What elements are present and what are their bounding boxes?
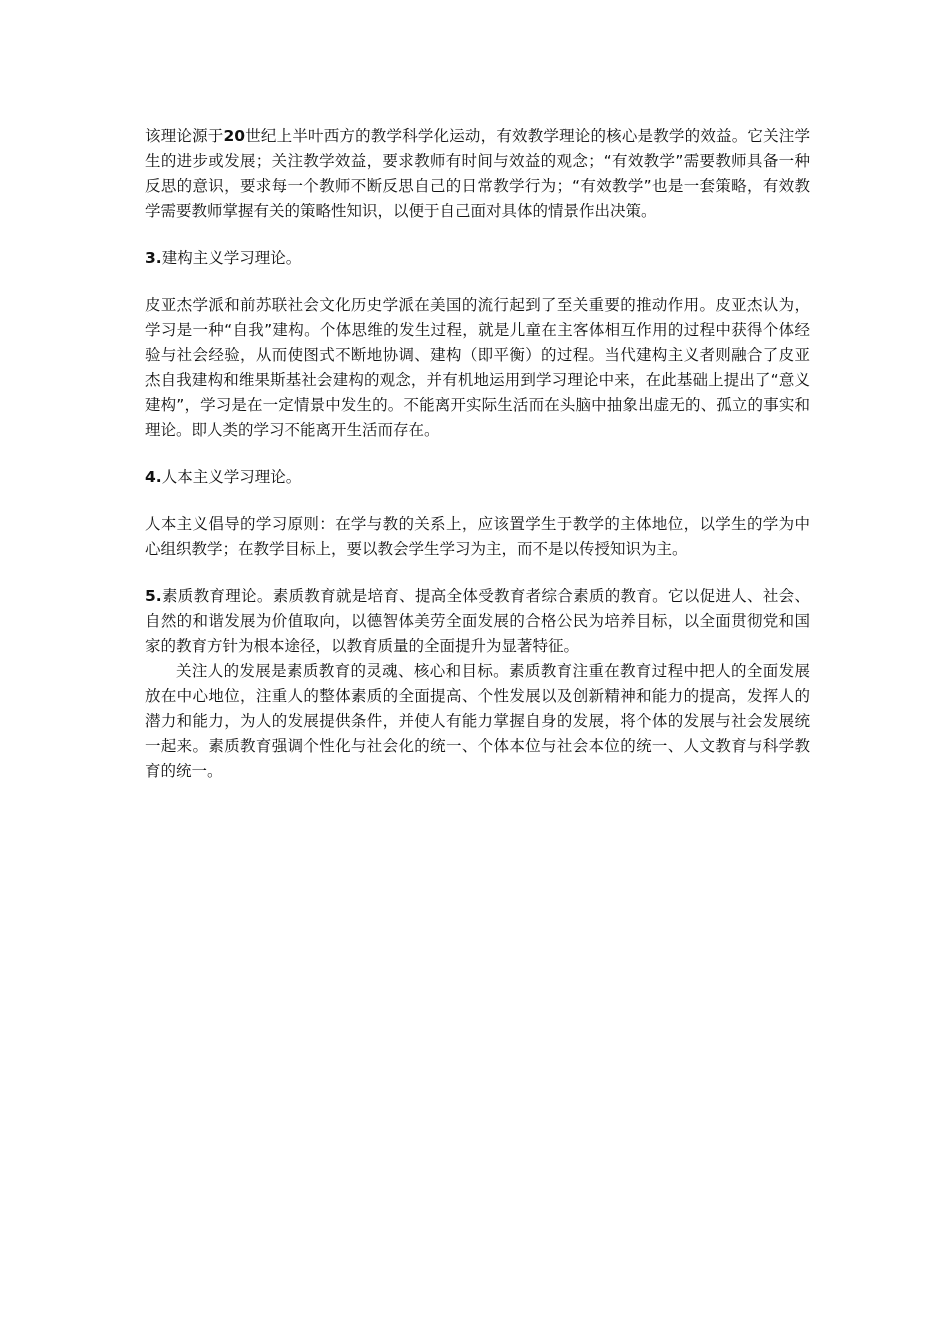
paragraph-constructivism: 皮亚杰学派和前苏联社会文化历史学派在美国的流行起到了至关重要的推动作用。皮亚杰认为，学习是一种“自我”建构。个体思维的发生过程，就是儿童在主客体相互作用的过程中获得个体经验与社会经验，从而使图式不断地协调、建构（即平衡）的过程。当代建构主义者则融合了皮亚杰自我建构和维果斯基社会建构的观念，并有机地运用到学习理论中来，在此基础上提出了“意义建构”，学习是在一定情景中发生的。不能离开实际生活而在头脑中抽象出虚无的、孤立的事实和理论。即人类的学习不能离开生活而存在。 [145,296,810,439]
heading-title: 人本主义学习理论。 [161,468,302,486]
paragraph-humanism: 人本主义倡导的学习原则：在学与教的关系上，应该置学生于教学的主体地位，以学生的学为中心组织教学；在教学目标上，要以教会学生学习为主，而不是以传授知识为主。 [145,515,810,558]
heading-constructivism [145,246,810,271]
spacer [145,490,810,512]
text-run: 世纪上半叶西方的教学科学化运动，有效教学理论的核心是教学的效益。它关注学生的进步或发展；关注教学效益，要求教师有时间与效益的观念；“有效教学”需要教师具备一种反思的意识，要求每一个教师不断反思自己的日常教学行为；“有效教学”也是一套策略，有效教学需要教师掌握有关的策略性知识，以便于自己面对具体的情景作出决策。 [145,127,810,220]
paragraph-quality-education [145,584,810,659]
heading-number: 3. [145,249,162,267]
century-number: 20 [223,127,246,145]
heading-number: 5. [145,587,162,605]
text-run: 该理论源于 [145,127,224,145]
document-body [145,124,810,784]
paragraph-effective-teaching [145,124,810,224]
heading-title: 素质教育理论。 [161,587,273,605]
heading-number: 4. [145,468,162,486]
spacer [145,562,810,584]
text-run: 素质教育就是培育、提高全体受教育者综合素质的教育。它以促进人、社会、自然的和谐发展为价值取向，以德智体美劳全面发展的合格公民为培养目标，以全面贯彻党和国家的教育方针为根本途径，以教育质量的全面提升为显著特征。 [145,587,810,655]
heading-humanism [145,465,810,490]
spacer [145,271,810,293]
heading-title: 建构主义学习理论。 [161,249,302,267]
spacer [145,443,810,465]
paragraph-human-development: 关注人的发展是素质教育的灵魂、核心和目标。素质教育注重在教育过程中把人的全面发展放在中心地位，注重人的整体素质的全面提高、个性发展以及创新精神和能力的提高，发挥人的潜力和能力，为人的发展提供条件，并使人有能力掌握自身的发展，将个体的发展与社会发展统一起来。素质教育强调个性化与社会化的统一、个体本位与社会本位的统一、人文教育与科学教育的统一。 [145,662,810,780]
spacer [145,224,810,246]
